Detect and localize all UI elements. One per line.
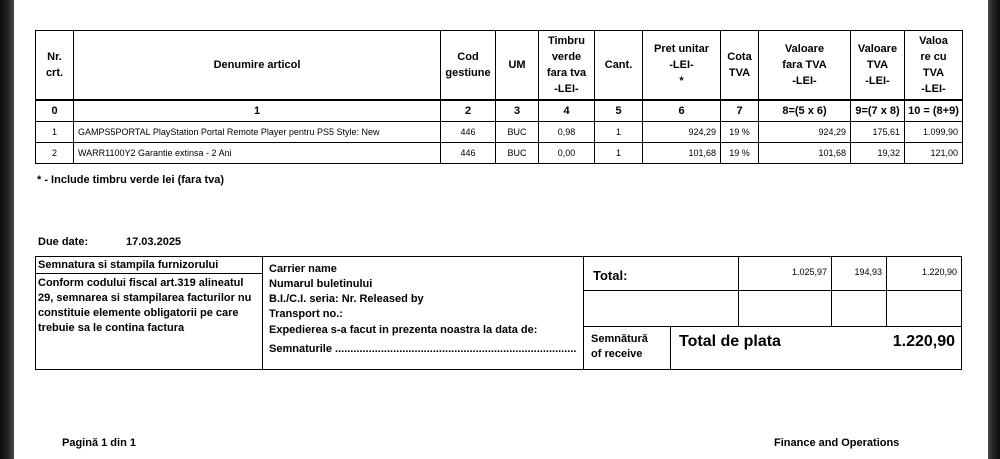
- header-valoare-tva: Valoare TVA -LEI-: [851, 31, 905, 101]
- empty-cell: [832, 291, 887, 327]
- cell-cota: 19 %: [721, 143, 759, 164]
- header-cod-gestiune: Cod gestiune: [441, 31, 496, 101]
- receive-signature-label: Semnătură of receive: [584, 327, 671, 369]
- cell-valoare-fara-tva: 924,29: [759, 122, 851, 143]
- empty-cell: [887, 291, 961, 327]
- header-pret-unitar: Pret unitar -LEI- *: [643, 31, 721, 101]
- photo-edge-right: [988, 0, 1000, 459]
- cell-cant: 1: [595, 122, 643, 143]
- total-label: Total:: [593, 268, 628, 283]
- column-number: 0: [36, 100, 74, 122]
- header-valoare-fara-tva: Valoare fara TVA -LEI-: [759, 31, 851, 101]
- column-number: 9=(7 x 8): [851, 100, 905, 122]
- cell-nr: 1: [36, 122, 74, 143]
- column-number: 10 = (8+9): [905, 100, 963, 122]
- column-number: 8=(5 x 6): [759, 100, 851, 122]
- due-date-label: Due date:: [38, 236, 89, 248]
- brand-footer: Finance and Operations: [774, 437, 900, 449]
- total-cu-tva: [887, 257, 961, 291]
- total-cu-tva-value: 1.220,90: [921, 267, 957, 277]
- column-number: 5: [595, 100, 643, 122]
- carrier-section: [263, 257, 584, 369]
- table-row: [36, 143, 963, 164]
- header-um: UM: [496, 31, 539, 101]
- cell-pret: 924,29: [643, 122, 721, 143]
- column-number: 3: [496, 100, 539, 122]
- cell-cant: 1: [595, 143, 643, 164]
- column-number-row: [36, 100, 963, 122]
- header-timbru-verde: Timbru verde fara tva -LEI-: [539, 31, 595, 101]
- supplier-heading: Semnatura si stampila furnizorului: [36, 257, 262, 274]
- header-valoare-cu-tva: Valoa re cu TVA -LEI-: [905, 31, 963, 101]
- column-number: 6: [643, 100, 721, 122]
- buletin-label: Numarul buletinului: [269, 278, 373, 290]
- header-cant: Cant.: [595, 31, 643, 101]
- column-number: 7: [721, 100, 759, 122]
- cell-um: BUC: [496, 143, 539, 164]
- cell-denumire: GAMPS5PORTAL PlayStation Portal Remote Player pentru PS5 Style: New: [74, 122, 441, 143]
- expedierea-label: Expedierea s-a facut in prezenta noastra la data de:: [269, 324, 538, 336]
- cell-denumire: WARR1100Y2 Garantie extinsa - 2 Ani: [74, 143, 441, 164]
- cell-cod: 446: [441, 143, 496, 164]
- cell-cod: 446: [441, 122, 496, 143]
- header-cota-tva: Cota TVA: [721, 31, 759, 101]
- table-row: [36, 122, 963, 143]
- header-denumire: Denumire articol: [74, 31, 441, 101]
- cell-valoare-tva: 175,61: [851, 122, 905, 143]
- cell-um: BUC: [496, 122, 539, 143]
- cell-pret: 101,68: [643, 143, 721, 164]
- grand-total-cell: [671, 327, 961, 369]
- cell-timbru: 0,00: [539, 143, 595, 164]
- total-label-cell: [584, 257, 739, 291]
- cell-cota: 19 %: [721, 122, 759, 143]
- page-number: Pagină 1 din 1: [62, 437, 136, 449]
- column-number: 2: [441, 100, 496, 122]
- total-tva: 194,93: [832, 257, 887, 291]
- supplier-section: [36, 257, 263, 369]
- grand-total-label: Total de plata: [679, 333, 781, 350]
- header-row: [36, 31, 963, 101]
- invoice-items-table: [35, 30, 963, 164]
- header-nr: Nr. crt.: [36, 31, 74, 101]
- column-number: 1: [74, 100, 441, 122]
- carrier-name-label: Carrier name: [269, 263, 337, 275]
- cell-nr: 2: [36, 143, 74, 164]
- grand-total-value: 1.220,90: [892, 333, 955, 350]
- column-number: 4: [539, 100, 595, 122]
- total-fara-tva: 1.025,97: [739, 257, 832, 291]
- timbru-verde-note: * - Include timbru verde lei (fara tva): [37, 174, 225, 186]
- cell-valoare-cu-tva: 1.099,90: [905, 122, 963, 143]
- transport-label: Transport no.:: [269, 308, 343, 320]
- cell-valoare-fara-tva: 101,68: [759, 143, 851, 164]
- supplier-legal-text: Conform codului fiscal art.319 alineatul 29, semnarea si stampilarea facturilor nu constituie elemente obligatorii pe care trebuie sa le contina factura: [38, 277, 252, 334]
- cell-timbru: 0,98: [539, 122, 595, 143]
- empty-cell: [584, 291, 739, 327]
- ci-label: B.I./C.I. seria: Nr. Released by: [269, 293, 424, 305]
- photo-edge-left: [0, 0, 14, 459]
- cell-valoare-cu-tva: 121,00: [905, 143, 963, 164]
- signature-totals-box: [35, 256, 962, 370]
- empty-cell: [739, 291, 832, 327]
- due-date-value: 17.03.2025: [126, 236, 182, 248]
- semnaturile-line: Semnaturile ...............................................................................: [269, 343, 577, 355]
- cell-valoare-tva: 19,32: [851, 143, 905, 164]
